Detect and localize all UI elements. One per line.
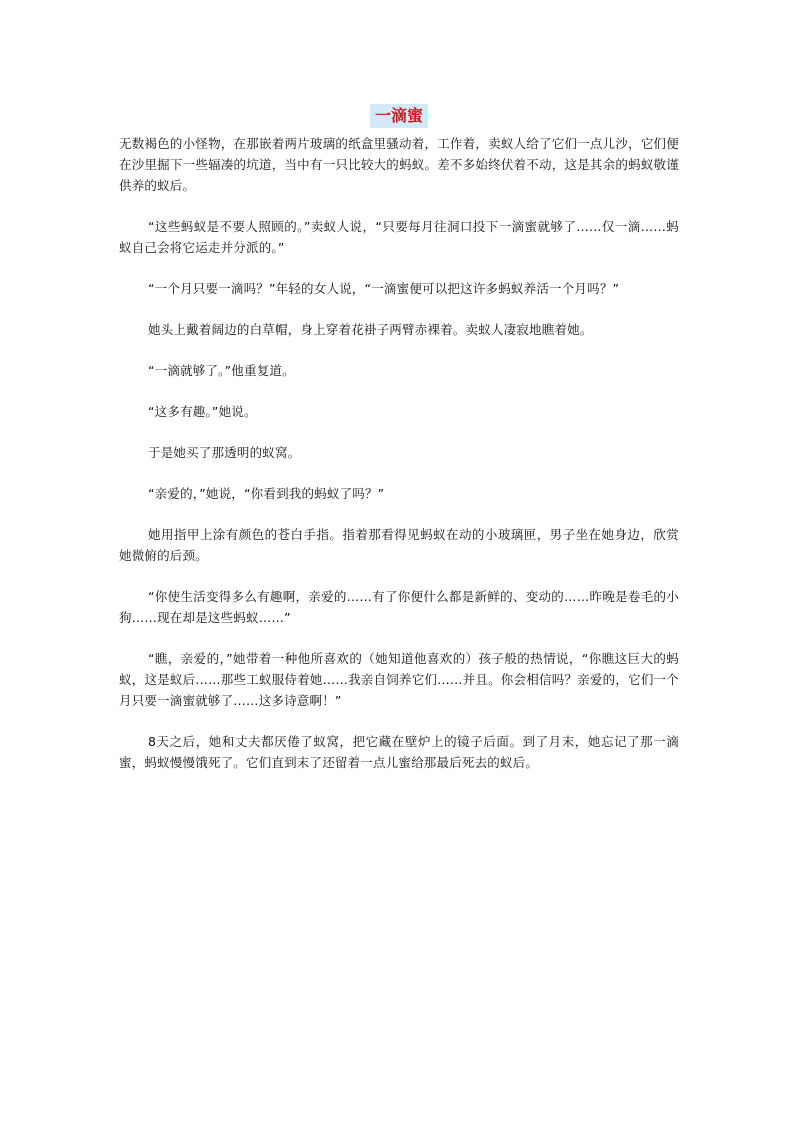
paragraph-12: 8天之后，她和丈夫都厌倦了蚁窝，把它藏在壁炉上的镜子后面。到了月末，她忘记了那一滴蜜，蚂蚁慢慢饿死了。它们直到末了还留着一点儿蜜给那最后死去的蚁后。 [119, 734, 679, 770]
paragraph-8: “亲爱的，”她说，“你看到我的蚂蚁了吗？” [148, 486, 385, 501]
paragraph-11: “瞧，亲爱的，”她带着一种他所喜欢的（她知道他喜欢的）孩子般的热情说，“你瞧这巨大的蚂蚁，这是蚁后……那些工蚁服侍着她……我亲自饲养它们……并且。你会相信吗？亲爱的，它们一个月只要一滴蜜就够了……这多诗意啊！” [119, 651, 679, 708]
document-title: 一滴蜜 [370, 104, 428, 128]
paragraph-1: 无数褐色的小怪物，在那嵌着两片玻璃的纸盒里骚动着，工作着，卖蚁人给了它们一点儿沙，它们便在沙里掘下一些辐凑的坑道，当中有一只比较大的蚂蚁。差不多始终伏着不动，这是其余的蚂蚁敬谨供养的蚁后。 [119, 136, 679, 193]
paragraph-2: “这些蚂蚁是不要人照顾的。”卖蚁人说，“只要每月往洞口投下一滴蜜就够了……仅一滴……蚂蚁自己会将它运走并分派的。” [119, 219, 679, 255]
paragraph-4: 她头上戴着阔边的白草帽，身上穿着花褂子两臂赤裸着。卖蚁人凄寂地瞧着她。 [148, 322, 593, 337]
paragraph-9: 她用指甲上涂有颜色的苍白手指。指着那看得见蚂蚁在动的小玻璃匣，男子坐在她身边，欣赏她微俯的后颈。 [119, 527, 679, 563]
paragraph-7: 于是她买了那透明的蚁窝。 [148, 445, 301, 460]
paragraph-6: “这多有趣。”她说。 [148, 404, 257, 419]
paragraph-10: “你使生活变得多么有趣啊，亲爱的……有了你便什么都是新鲜的、变动的……昨晚是卷毛的小狗……现在却是这些蚂蚁……” [119, 589, 679, 625]
paragraph-3: “一个月只要一滴吗？”年轻的女人说，“一滴蜜便可以把这许多蚂蚁养活一个月吗？” [148, 281, 620, 296]
document-page [119, 104, 679, 793]
title-row [119, 104, 679, 130]
paragraph-5: “一滴就够了。”他重复道。 [148, 363, 295, 378]
